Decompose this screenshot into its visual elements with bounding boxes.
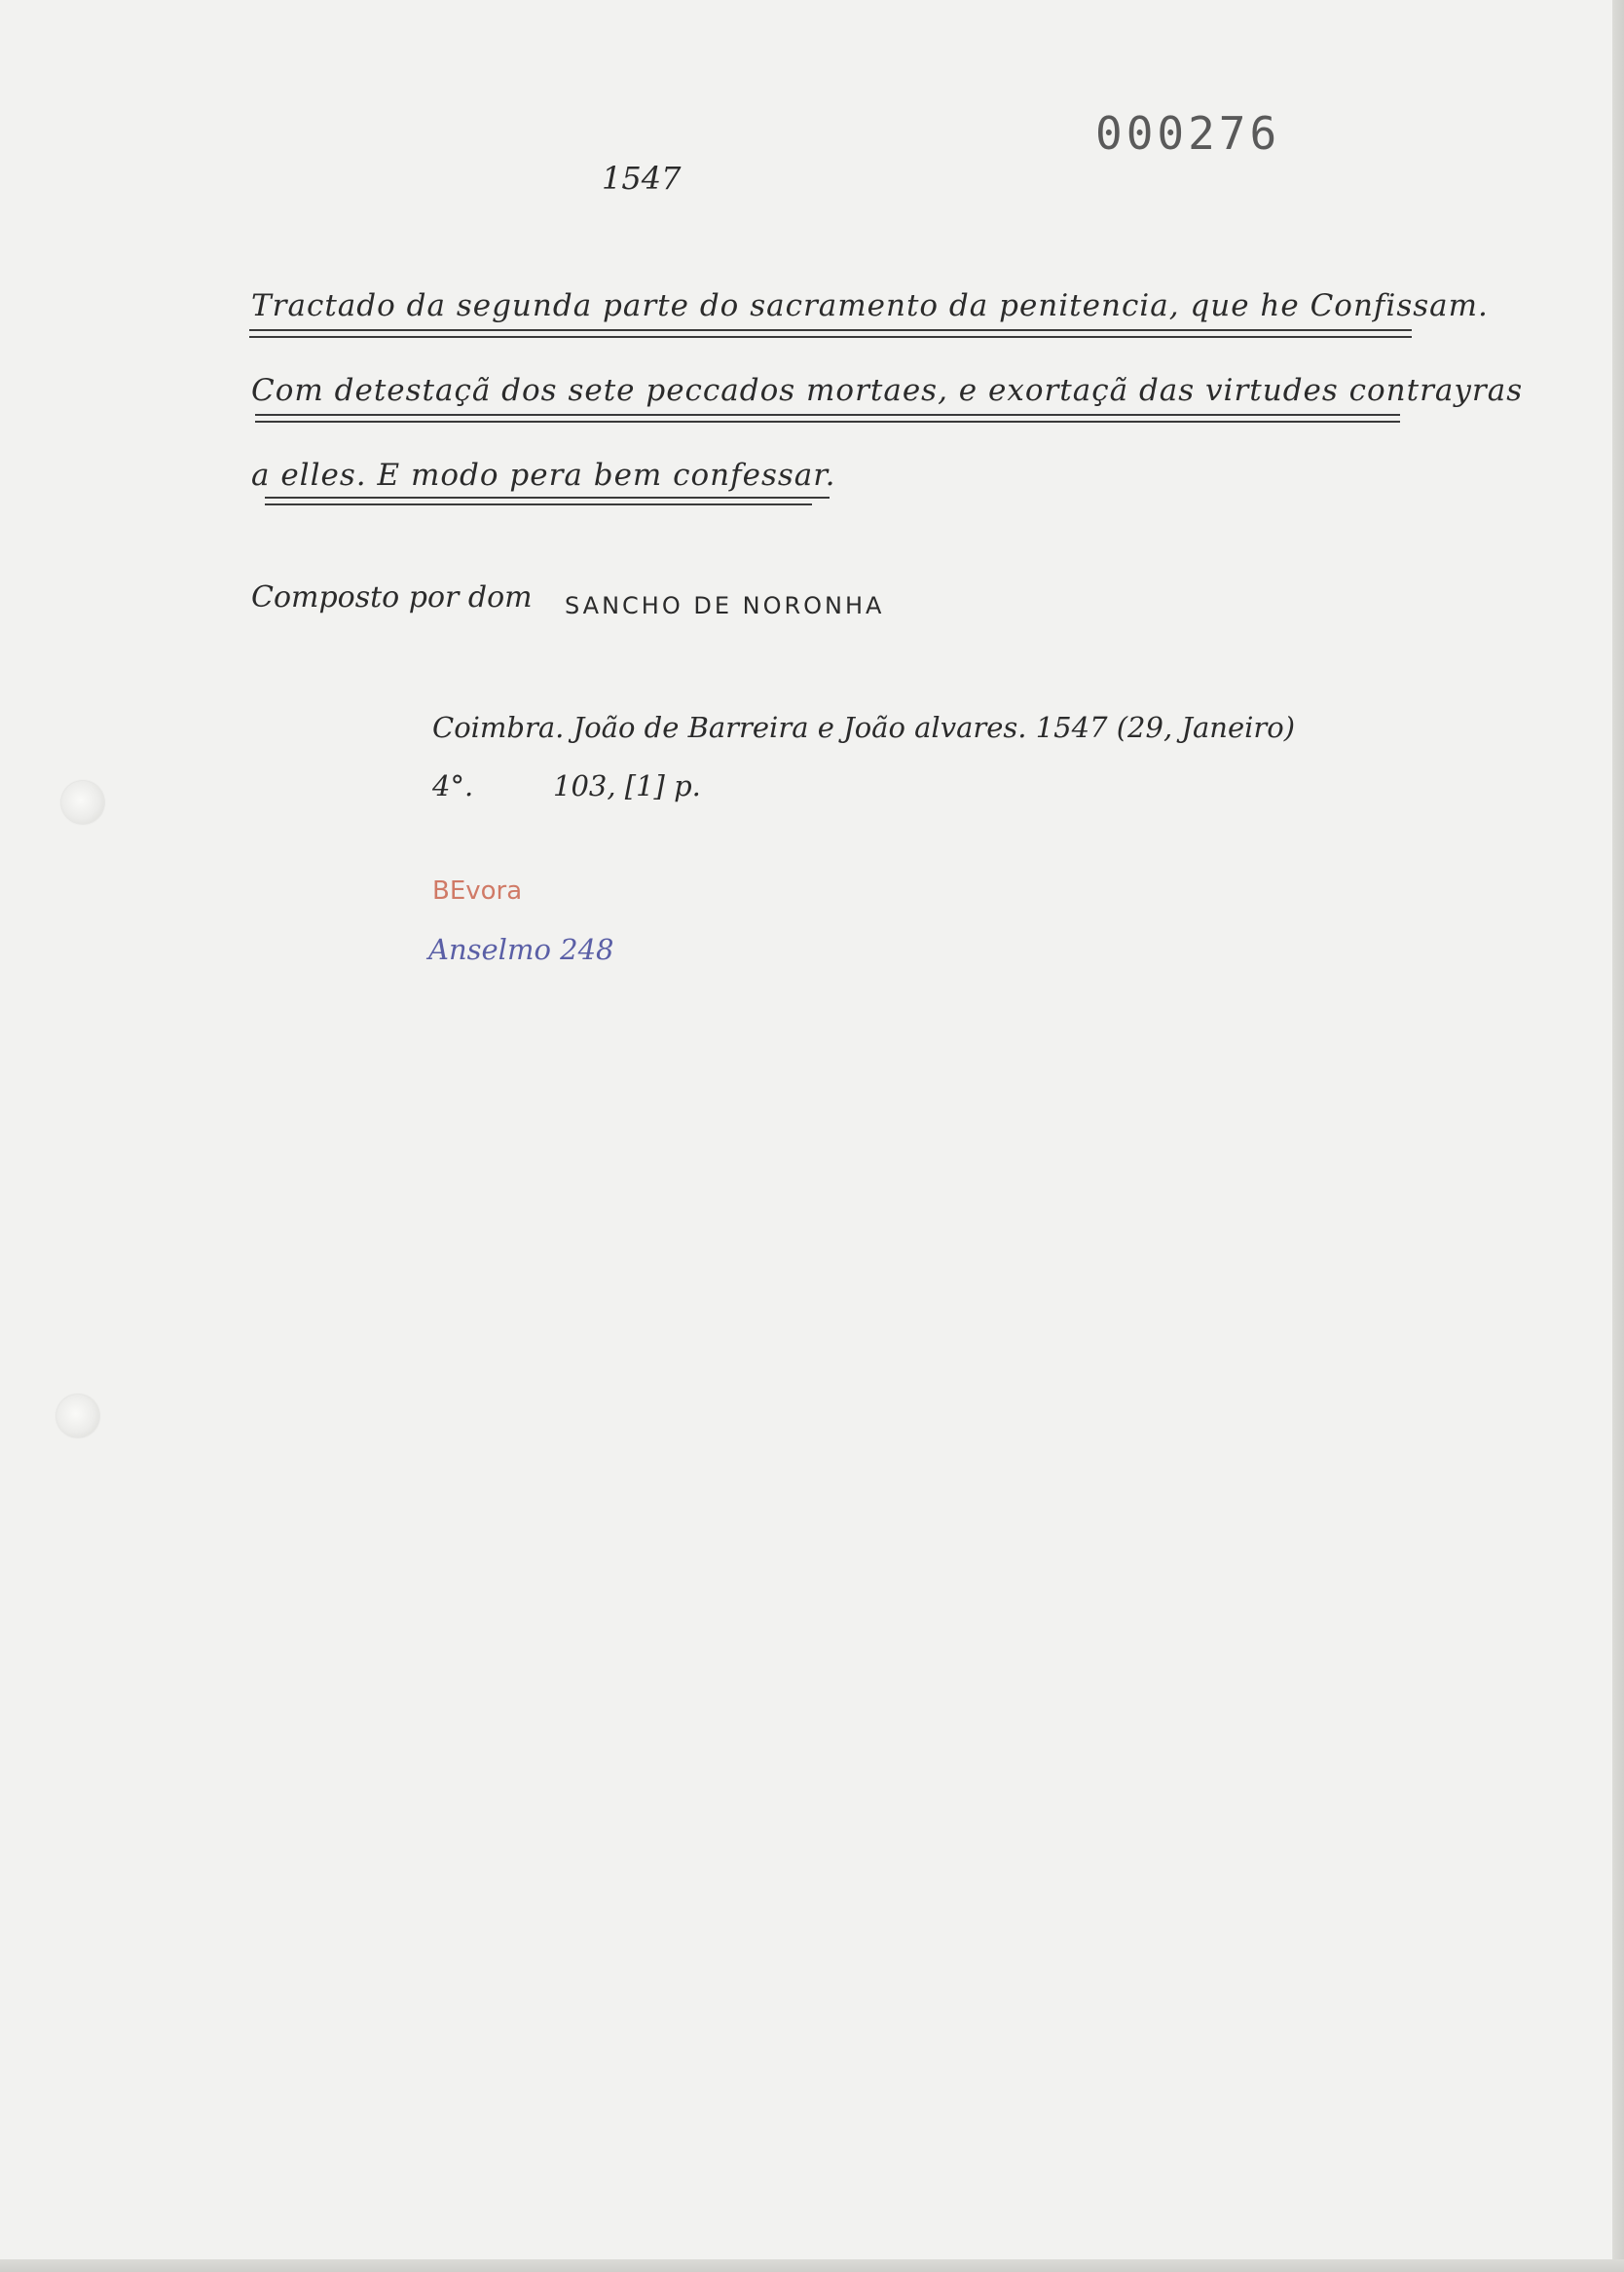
title-underline-1b	[249, 336, 1412, 338]
punch-hole-bottom	[56, 1395, 99, 1437]
title-underline-2a	[255, 414, 1400, 416]
bibliographic-reference: Anselmo 248	[428, 933, 614, 966]
author-name: SANCHO DE NORONHA	[565, 592, 885, 619]
title-line-2: Com detestaçã dos sete peccados mortaes, e exortaçã das virtudes contrayras	[251, 373, 1524, 408]
format: 4°.	[432, 769, 474, 802]
title-underline-2b	[255, 421, 1400, 423]
title-underline-3a	[265, 497, 830, 499]
record-number: 000276	[1095, 107, 1281, 160]
imprint: Coimbra. João de Barreira e João alvares. 1547 (29, Janeiro)	[432, 711, 1296, 744]
card-edge-right	[1612, 0, 1624, 2272]
title-underline-1a	[249, 329, 1412, 331]
card-edge-bottom	[0, 2259, 1624, 2272]
title-line-1: Tractado da segunda parte do sacramento da penitencia, que he Confissam.	[251, 288, 1489, 323]
pagination: 103, [1] p.	[553, 769, 701, 802]
title-line-3: a elles. E modo pera bem confessar.	[251, 458, 836, 493]
library-location: BEvora	[432, 876, 523, 906]
title-underline-3b	[265, 503, 812, 505]
publication-year: 1547	[602, 160, 682, 197]
author-label: Composto por dom	[251, 580, 533, 615]
punch-hole-top	[61, 781, 104, 824]
